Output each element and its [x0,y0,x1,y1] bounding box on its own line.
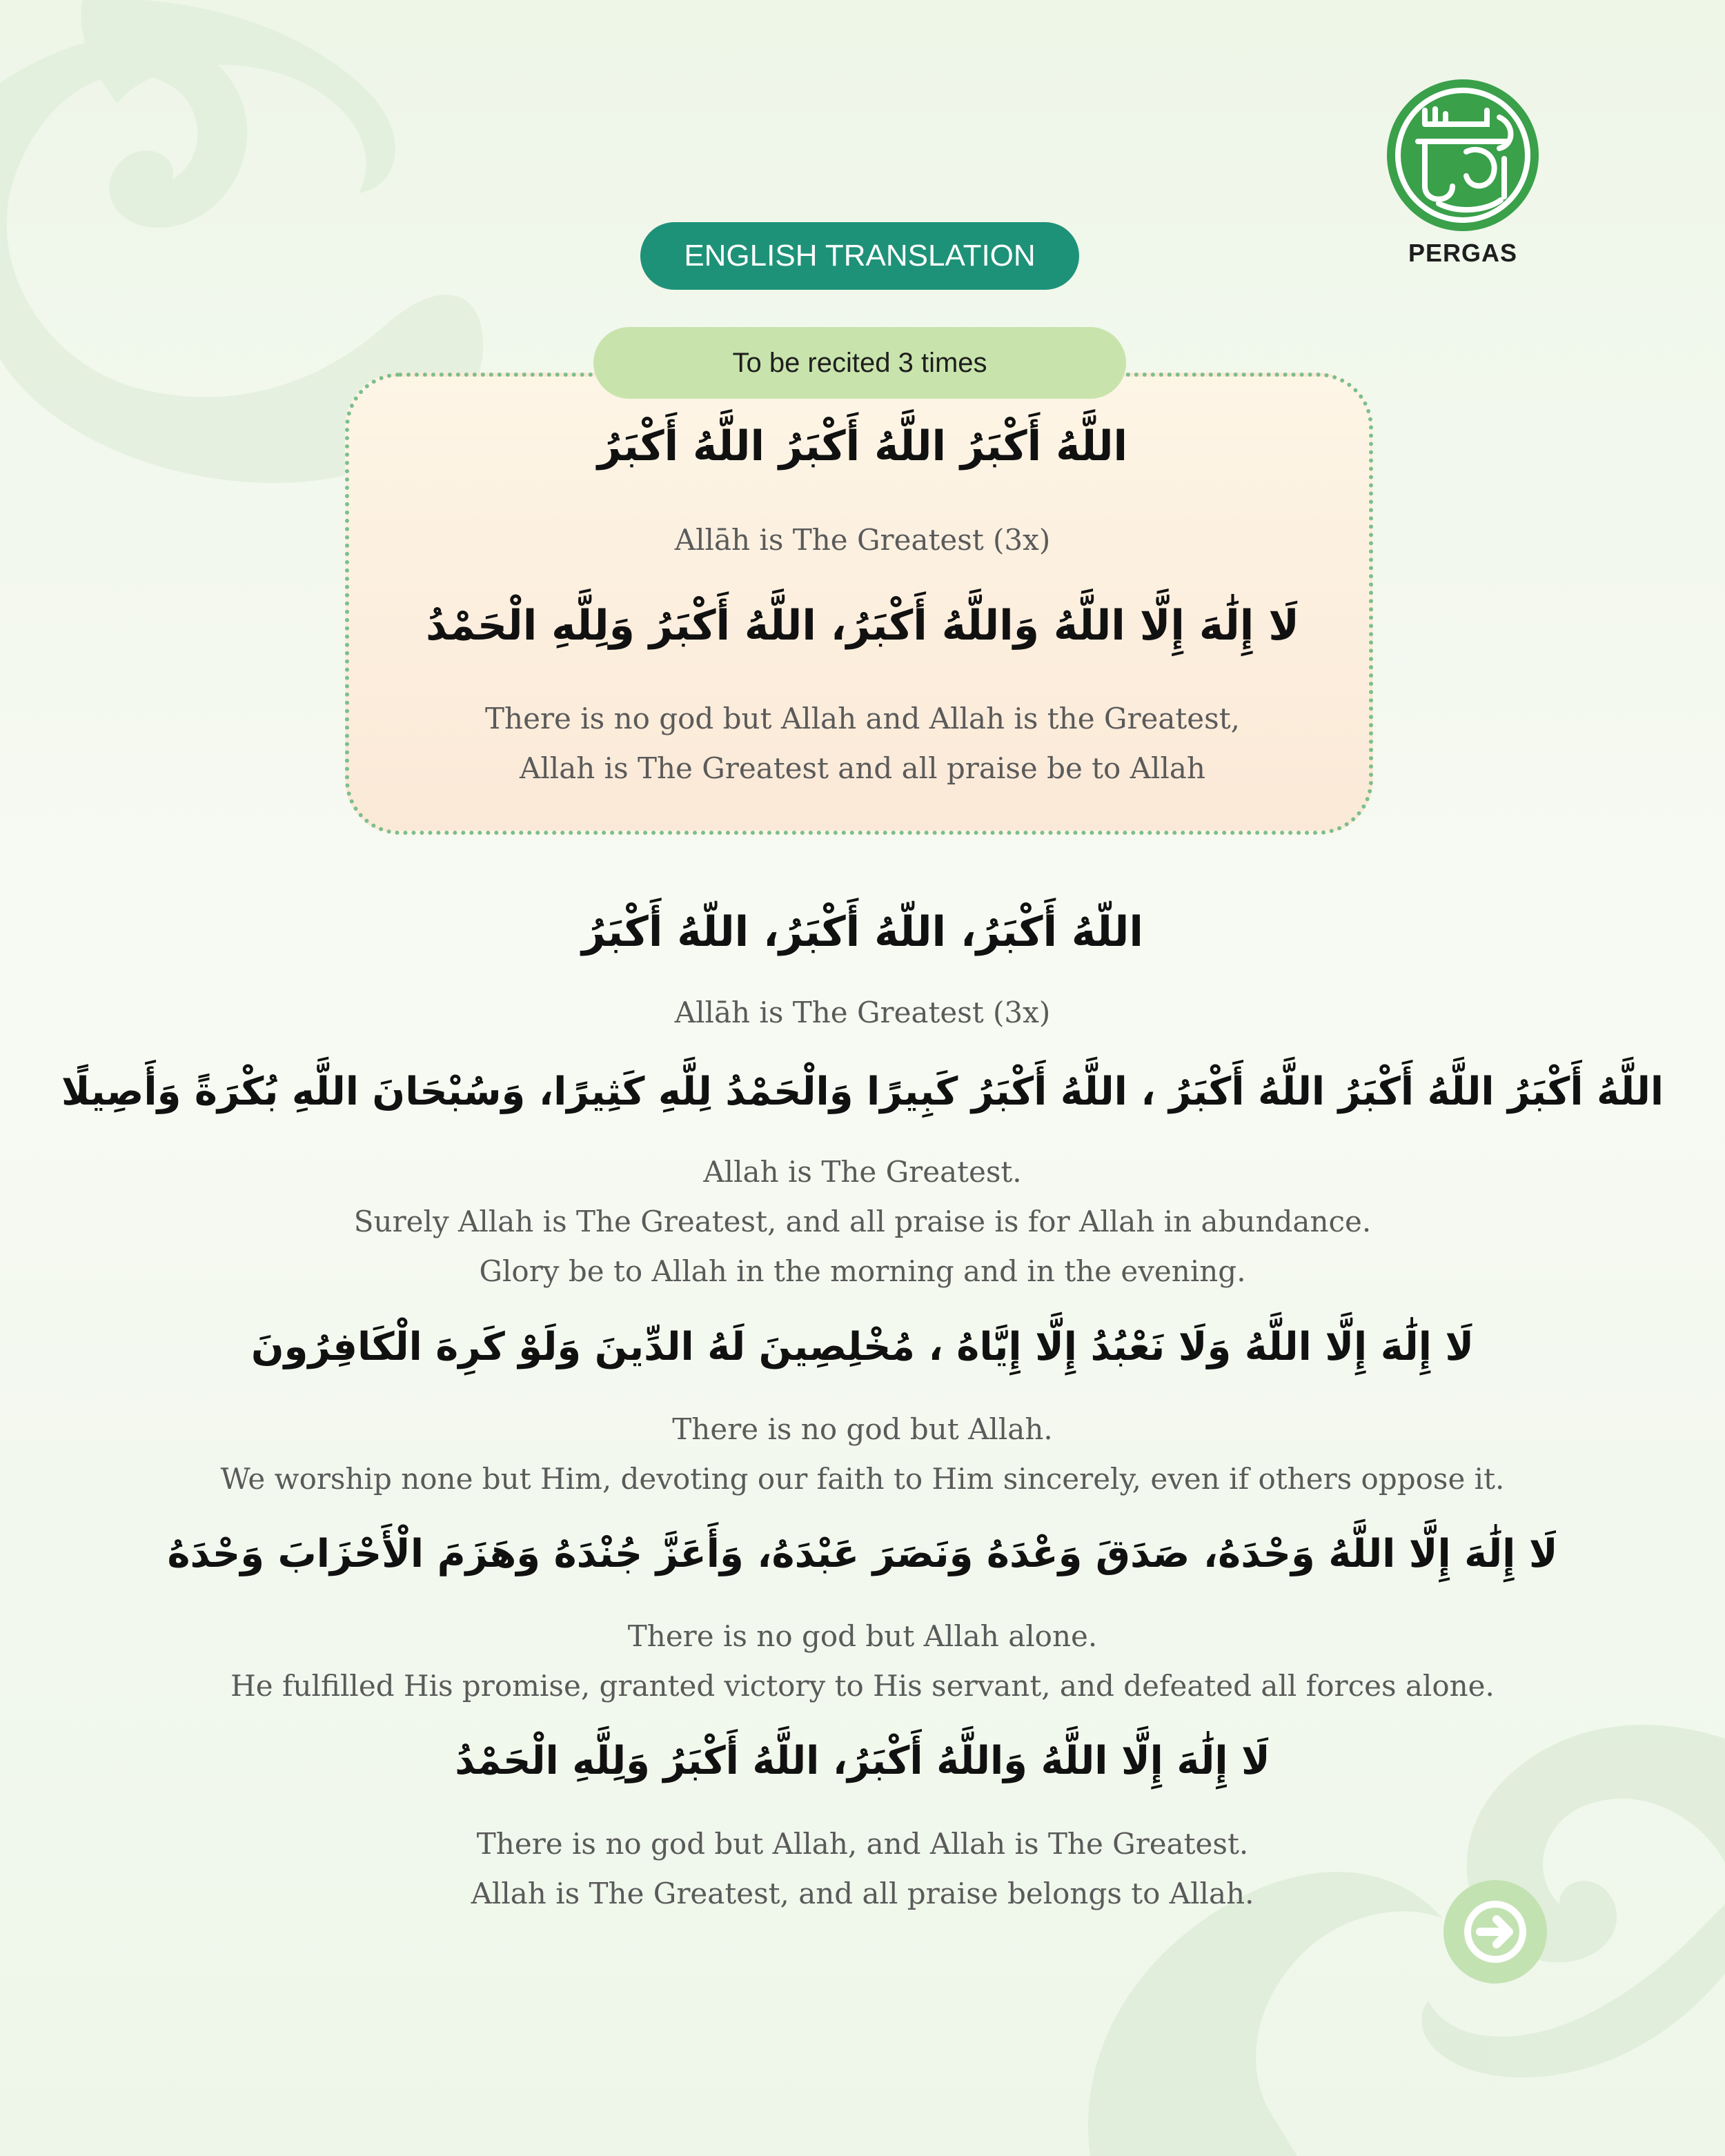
box-arabic-line-2: لَا إِلَٰهَ إِلَّا اللَّهُ وَاللَّهُ أَكْبَرُ، اللَّهُ أَكْبَرُ وَلِلَّهِ الْحَمْدُ [426,602,1299,650]
header-title: ENGLISH TRANSLATION [640,222,1079,290]
box-english-line-1: Allāh is The Greatest (3x) [674,523,1051,557]
section-5-english-line-1: There is no god but Allah, and Allah is The Greatest. [476,1827,1249,1861]
next-page-button[interactable] [1443,1880,1547,1984]
section-2-english [0,1147,1725,1296]
section-5-english-line-2: Allah is The Greatest, and all praise belongs to Allah. [471,1877,1254,1910]
section-1-arabic: اللّهُ أَكْبَرُ، اللّهُ أَكْبَرُ، اللّهُ أَكْبَرُ [582,908,1143,956]
section-4-english-line-2: He fulfilled His promise, granted victory to His servant, and defeated all forces alone. [230,1669,1495,1703]
pergas-emblem-icon [1383,76,1542,235]
section-4-english [0,1612,1725,1711]
logo-text: PERGAS [1408,239,1518,267]
section-2-english-line-2: Surely Allah is The Greatest, and all praise is for Allah in abundance. [353,1205,1372,1238]
section-3-english-line-1: There is no god but Allah. [672,1412,1053,1446]
box-english-line-2a: There is no god but Allah and Allah is the Greatest, [485,702,1240,735]
section-2-english-line-1: Allah is The Greatest. [703,1155,1022,1189]
section-1-english-line-1: Allāh is The Greatest (3x) [674,996,1051,1029]
section-2-arabic: اللَّهُ أَكْبَرُ اللَّهُ أَكْبَرُ اللَّهُ أَكْبَرُ ، اللَّهُ أَكْبَرُ كَبِيرًا وَالْحَمْدُ لِلَّهِ كَثِيرًا، وَسُبْحَانَ اللَّهِ بُكْرَةً وَأَصِيلًا [61,1069,1664,1114]
section-5-arabic: لَا إِلَٰهَ إِلَّا اللَّهُ وَاللَّهُ أَكْبَرُ، اللَّهُ أَكْبَرُ وَلِلَّهِ الْحَمْدُ [455,1739,1270,1783]
section-4-arabic: لَا إِلَٰهَ إِلَّا اللَّهُ وَحْدَهُ، صَدَقَ وَعْدَهُ وَنَصَرَ عَبْدَهُ، وَأَعَزَّ جُنْدَهُ وَهَزَمَ الْأَحْزَابَ وَحْدَهُ [167,1532,1558,1576]
box-english-line-2b: Allah is The Greatest and all praise be to Allah [520,751,1205,785]
section-2-english-line-3: Glory be to Allah in the morning and in the evening. [479,1254,1246,1288]
box-arabic-line-1: اللَّهُ أَكْبَرُ اللَّهُ أَكْبَرُ اللَّهُ أَكْبَرُ [597,422,1128,471]
section-3-arabic: لَا إِلَٰهَ إِلَّا اللَّهُ وَلَا نَعْبُدُ إِلَّا إِيَّاهُ ، مُخْلِصِينَ لَهُ الدِّينَ وَلَوْ كَرِهَ الْكَافِرُونَ [250,1325,1475,1369]
section-4-english-line-1: There is no god but Allah alone. [627,1619,1098,1653]
arrow-right-icon [1462,1899,1528,1965]
box-english-block-2 [0,694,1725,793]
recite-count-label: To be recited 3 times [593,327,1126,399]
pergas-logo [1383,76,1542,268]
section-1-english [0,988,1725,1038]
section-3-english [0,1405,1725,1504]
section-3-english-line-2: We worship none but Him, devoting our faith to Him sincerely, even if others oppose it. [220,1462,1505,1496]
